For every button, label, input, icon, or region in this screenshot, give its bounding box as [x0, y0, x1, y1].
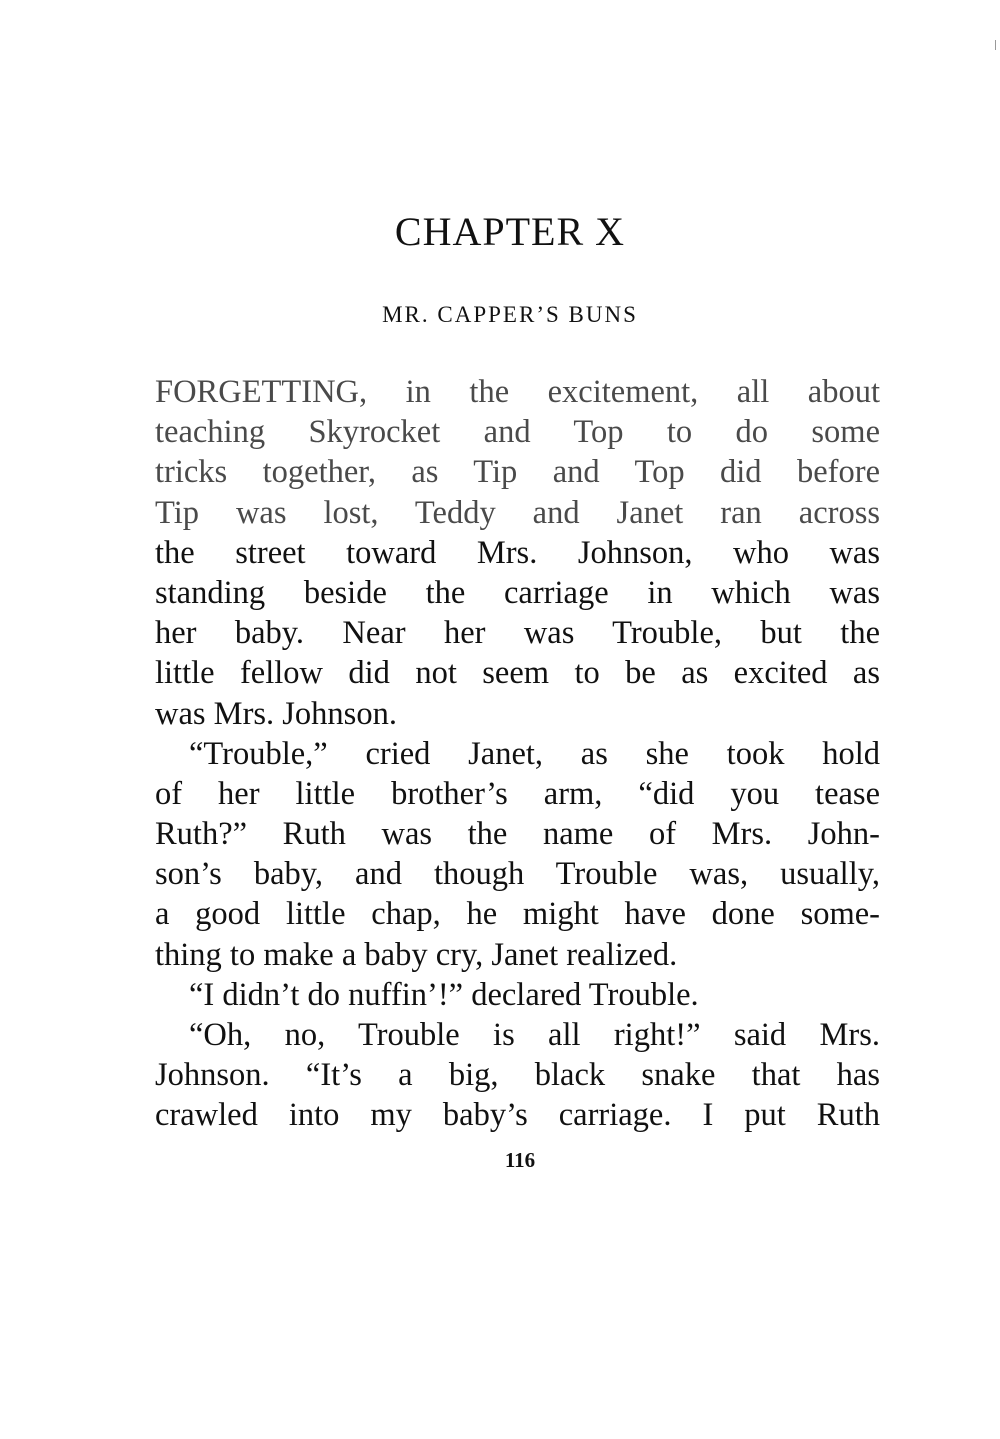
text-line: was Mrs. Johnson. [155, 695, 397, 732]
text-line: the street toward Mrs. Johnson, who was [155, 534, 880, 571]
text-line: thing to make a baby cry, Janet realized. [155, 936, 678, 973]
scan-edge-mark [995, 40, 996, 50]
text-line: standing beside the carriage in which was [155, 574, 880, 611]
text-line: “Trouble,” cried Janet, as she took hold [189, 735, 880, 772]
text-line: son’s baby, and though Trouble was, usually, [155, 856, 880, 893]
text-line: Tip was lost, Teddy and Janet ran across [155, 494, 880, 531]
text-line: teaching Skyrocket and Top to do some [155, 414, 880, 451]
text-line: tricks together, as Tip and Top did before [155, 454, 880, 491]
text-line: a good little chap, he might have done some- [155, 896, 880, 933]
paragraph [155, 975, 880, 1015]
paragraph [155, 1015, 880, 1136]
text-line: Ruth?” Ruth was the name of Mrs. John- [155, 816, 880, 853]
text-line: “Oh, no, Trouble is all right!” said Mrs. [189, 1017, 880, 1053]
text-line: little fellow did not seem to be as excited as [155, 655, 880, 692]
body-text [155, 372, 880, 1136]
chapter-title: MR. CAPPER’S BUNS [382, 302, 638, 327]
text-line: Johnson. “It’s a big, black snake that has [155, 1057, 880, 1094]
text-line: crawled into my baby’s carriage. I put Ruth [155, 1097, 880, 1134]
text-line: of her little brother’s arm, “did you tease [155, 775, 880, 812]
paragraph [155, 734, 880, 975]
text-line: “I didn’t do nuffin’!” declared Trouble. [189, 976, 699, 1013]
text-line: her baby. Near her was Trouble, but the [155, 615, 880, 652]
paragraph [155, 372, 880, 734]
chapter-heading: CHAPTER X [394, 209, 626, 254]
page-number: 116 [504, 1148, 536, 1172]
text-line: FORGETTING, in the excitement, all about [155, 374, 880, 410]
